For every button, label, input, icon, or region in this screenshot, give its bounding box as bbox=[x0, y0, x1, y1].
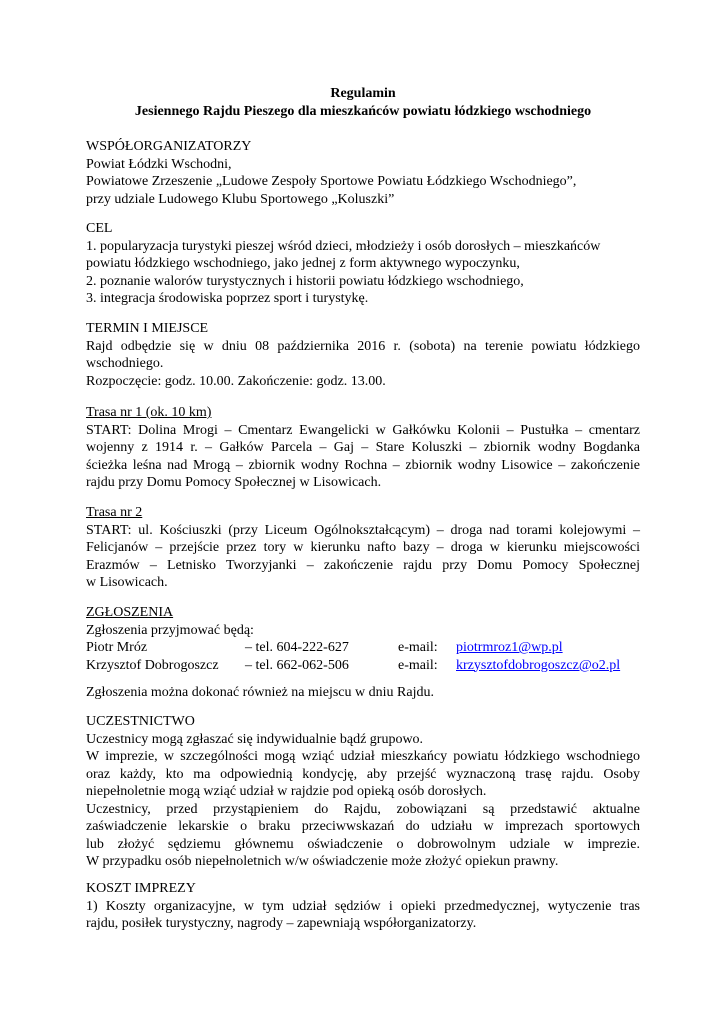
text-line: Zgłoszenia przyjmować będą: bbox=[86, 622, 254, 638]
section-organizers bbox=[86, 138, 640, 208]
text-line: rajdu przy Domu Pomocy Społecznej w Lisowicach. bbox=[86, 475, 382, 490]
text-line: lub złożyć sędziemu głównemu oświadczenie o dobrowolnym udziale w imprezie. bbox=[86, 836, 640, 852]
document-title: Regulamin bbox=[330, 86, 396, 101]
text-line: 3. integracja środowiska poprzez sport i turystykę. bbox=[86, 291, 369, 306]
document-subtitle: Jesiennego Rajdu Pieszego dla mieszkańców powiatu łódzkiego wschodniego bbox=[134, 104, 592, 119]
text-line: Zgłoszenia można dokonać również na miejscu w dniu Rajdu. bbox=[86, 685, 434, 700]
section-route-1 bbox=[86, 404, 640, 492]
text-line: wschodniego. bbox=[86, 356, 164, 371]
section-heading: KOSZT IMPREZY bbox=[86, 881, 196, 896]
contact-name: Krzysztof Dobrogoszcz bbox=[86, 657, 219, 673]
text-line: przy udziale Ludowego Klubu Sportowego „Koluszki” bbox=[86, 191, 395, 207]
text-line: 1. popularyzacja turystyki pieszej wśród dzieci, młodzieży i osób dorosłych – mieszkańców bbox=[86, 238, 601, 254]
text-line: Erazmów – Letnisko Tworzyjanki – zakończenie rajdu przy Domu Pomocy Społecznej bbox=[86, 557, 640, 573]
text-line: wojenny z 1914 r. – Gałków Parcela – Gaj – Stare Koluszki – zbiornik wodny Bogdanka bbox=[86, 440, 640, 455]
contact-row bbox=[86, 657, 640, 675]
contact-phone: – tel. 604-222-627 bbox=[245, 640, 349, 655]
text-line: Powiat Łódzki Wschodni, bbox=[86, 156, 232, 172]
section-cost bbox=[86, 880, 640, 933]
text-line: Uczestnicy mogą zgłaszać się indywidualnie bądź grupowo. bbox=[86, 731, 424, 747]
text-line: rajdu, posiłek turystyczny, nagrody – zapewniają współorganizatorzy. bbox=[86, 916, 477, 931]
text-line: Powiatowe Zrzeszenie „Ludowe Zespoły Sportowe Powiatu Łódzkiego Wschodniego”, bbox=[86, 174, 577, 189]
email-link[interactable]: piotrmroz1@wp.pl bbox=[456, 640, 563, 655]
contact-phone: – tel. 662-062-506 bbox=[245, 657, 349, 673]
section-route-2 bbox=[86, 504, 640, 592]
text-line: oraz każdy, kto ma odpowiednią kondycję, aby przejść wyznaczoną trasę rajdu. Osoby bbox=[86, 766, 640, 782]
contact-row bbox=[86, 639, 640, 657]
section-heading: UCZESTNICTWO bbox=[86, 714, 195, 729]
section-heading: ZGŁOSZENIA bbox=[86, 605, 174, 620]
section-heading: CEL bbox=[86, 221, 113, 236]
email-label: e-mail: bbox=[398, 657, 438, 673]
section-heading: WSPÓŁORGANIZATORZY bbox=[86, 139, 252, 154]
text-line: Rozpoczęcie: godz. 10.00. Zakończenie: godz. 13.00. bbox=[86, 373, 386, 389]
section-heading: Trasa nr 2 bbox=[86, 505, 143, 520]
text-line: 1) Koszty organizacyjne, w tym udział sędziów i opieki przedmedycznej, wytyczenie tras bbox=[86, 898, 640, 914]
text-line: W przypadku osób niepełnoletnich w/w oświadczenie może złożyć opiekun prawny. bbox=[86, 854, 559, 869]
section-goal bbox=[86, 220, 640, 308]
section-heading: TERMIN I MIEJSCE bbox=[86, 321, 209, 336]
text-line: START: ul. Kościuszki (przy Liceum Ogólnokształcącym) – droga nad torami kolejowymi – bbox=[86, 522, 640, 538]
text-line: Uczestnicy, przed przystąpieniem do Rajdu, zobowiązani są przedstawić aktualne bbox=[86, 801, 640, 817]
section-heading: Trasa nr 1 (ok. 10 km) bbox=[86, 405, 212, 420]
text-line: W imprezie, w szczególności mogą wziąć udział mieszkańcy powiatu łódzkiego wschodniego bbox=[86, 749, 640, 764]
text-line: 2. poznanie walorów turystycznych i historii powiatu łódzkiego wschodniego, bbox=[86, 273, 524, 289]
section-date-place bbox=[86, 320, 640, 390]
contact-name: Piotr Mróz bbox=[86, 640, 148, 655]
section-participants bbox=[86, 713, 640, 871]
text-line: Felicjanów – przejście przez tory w kierunku nafto bazy – droga w kierunku miejscowości bbox=[86, 540, 640, 555]
text-line: zaświadczenie lekarskie o braku przeciwwskazań do udziału w imprezach sportowych bbox=[86, 819, 640, 834]
email-label: e-mail: bbox=[398, 640, 438, 655]
text-line: START: Dolina Mrogi – Cmentarz Ewangelicki w Gałkówku Kolonii – Pustułka – cmentarz bbox=[86, 422, 640, 438]
text-line: niepełnoletnie mogą wziąć udział w rajdzie pod opieką osób dorosłych. bbox=[86, 784, 487, 799]
text-line: powiatu łódzkiego wschodniego, jako jednej z form aktywnego wypoczynku, bbox=[86, 256, 520, 271]
section-registration bbox=[86, 604, 640, 702]
text-line: Rajd odbędzie się w dniu 08 października 2016 r. (sobota) na terenie powiatu łódzkiego bbox=[86, 338, 640, 354]
email-link[interactable]: krzysztofdobrogoszcz@o2.pl bbox=[456, 657, 621, 673]
text-line: w Lisowicach. bbox=[86, 575, 168, 590]
text-line: ścieżka leśna nad Mrogą – zbiornik wodny Rochna – zbiornik wodny Lisowice – zakończenie bbox=[86, 457, 640, 473]
